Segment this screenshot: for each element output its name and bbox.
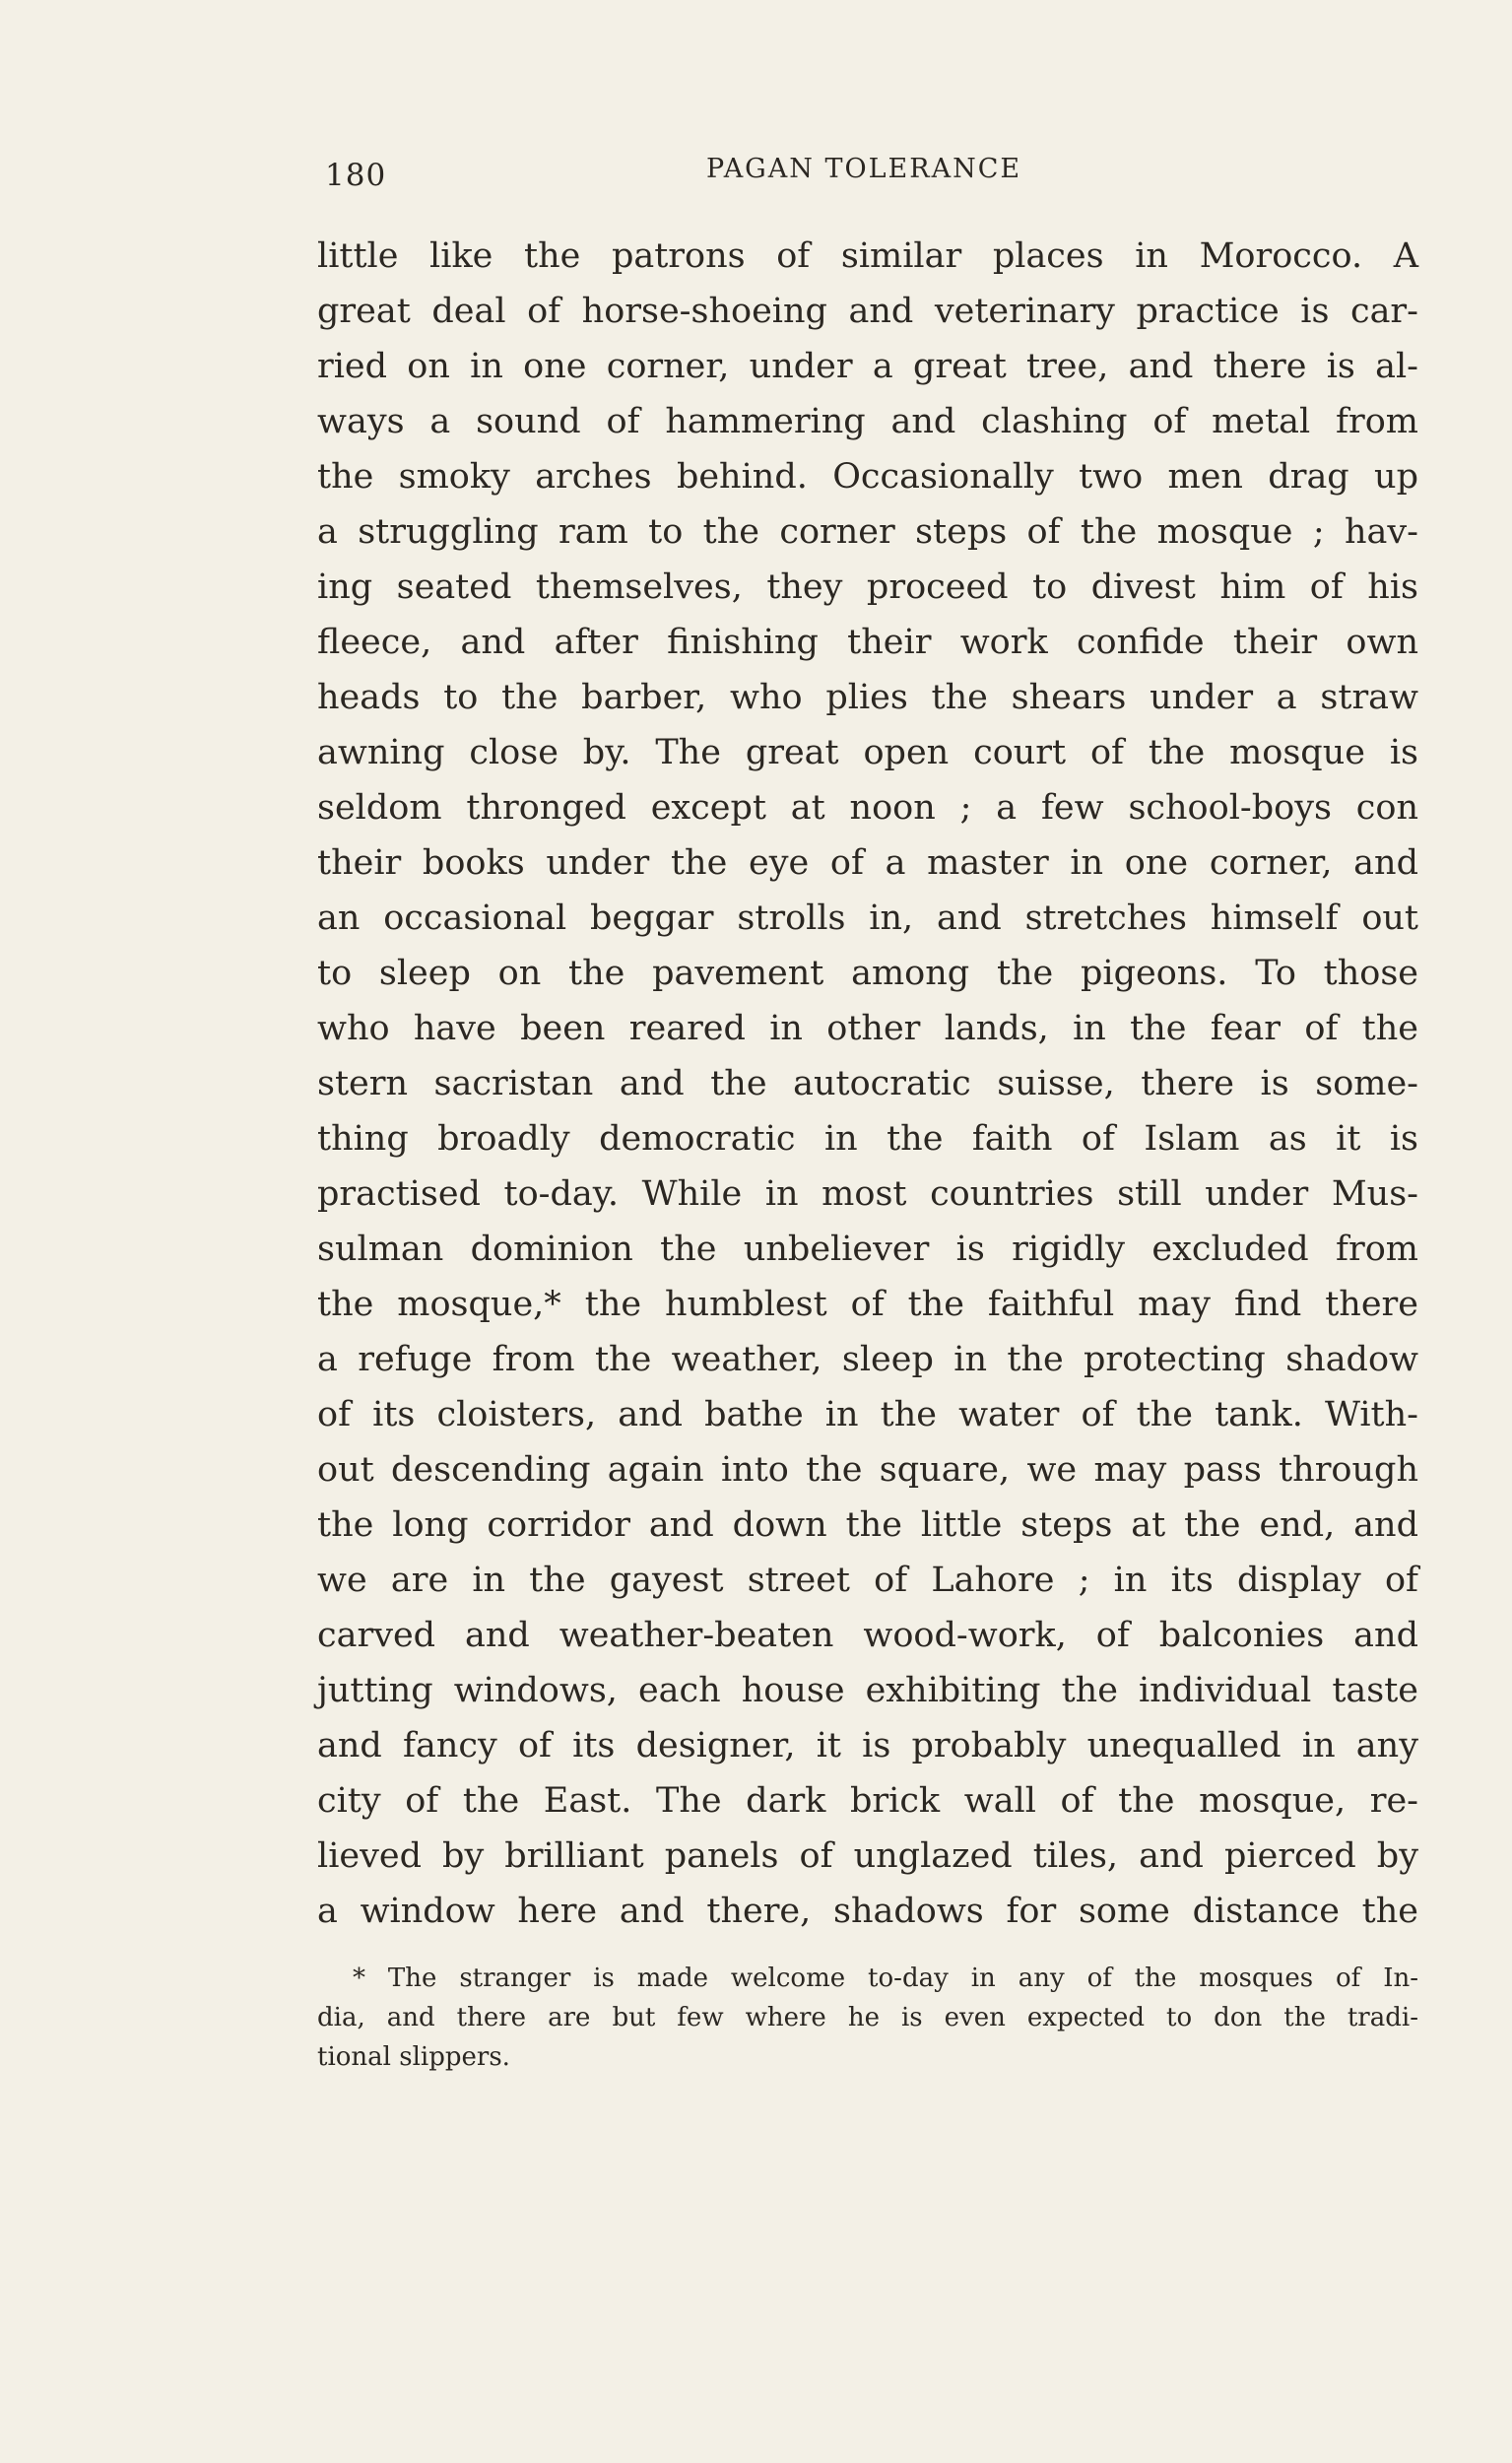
text-line: the long corridor and down the little steps at the end, and — [317, 1505, 1418, 1545]
text-line: awning close by. The great open court of the mosque is — [317, 733, 1418, 772]
text-line: the smoky arches behind. Occasionally two men drag up — [317, 457, 1418, 497]
text-line: heads to the barber, who plies the shears under a straw — [317, 678, 1418, 717]
text-line: city of the East. The dark brick wall of the mosque, re- — [317, 1781, 1418, 1821]
text-line: thing broadly democratic in the faith of Islam as it is — [317, 1119, 1418, 1159]
text-line: little like the patrons of similar places in Morocco. A — [317, 236, 1418, 276]
running-title: PAGAN TOLERANCE — [706, 154, 1022, 184]
text-line: of its cloisters, and bathe in the water of the tank. With- — [317, 1395, 1418, 1434]
text-line: stern sacristan and the autocratic suisse, there is some- — [317, 1064, 1418, 1103]
text-line: great deal of horse-shoeing and veterinary practice is car- — [317, 292, 1418, 331]
text-line: who have been reared in other lands, in the fear of the — [317, 1009, 1418, 1048]
text-line: to sleep on the pavement among the pigeons. To those — [317, 954, 1418, 993]
text-line: ing seated themselves, they proceed to divest him of his — [317, 567, 1418, 607]
text-line: ways a sound of hammering and clashing of metal from — [317, 402, 1418, 441]
footnote — [317, 1959, 1418, 2077]
text-line: an occasional beggar strolls in, and stretches himself out — [317, 899, 1418, 938]
text-line: their books under the eye of a master in one corner, and — [317, 843, 1418, 883]
text-line: a refuge from the weather, sleep in the protecting shadow — [317, 1340, 1418, 1379]
text-line: a window here and there, shadows for some distance the — [317, 1892, 1418, 1931]
text-line: a struggling ram to the corner steps of the mosque ; hav- — [317, 512, 1418, 552]
text-line: we are in the gayest street of Lahore ; in its display of — [317, 1561, 1418, 1600]
text-line: out descending again into the square, we may pass through — [317, 1450, 1418, 1490]
footnote-line: tional slippers. — [317, 2042, 510, 2072]
page-number: 180 — [325, 158, 387, 193]
footnote-line: * The stranger is made welcome to-day in any of the mosques of In- — [353, 1964, 1418, 1993]
text-line: seldom thronged except at noon ; a few school-boys con — [317, 788, 1418, 828]
text-line: the mosque,* the humblest of the faithful may find there — [317, 1285, 1418, 1324]
text-line: carved and weather-beaten wood-work, of balconies and — [317, 1616, 1418, 1655]
text-line: practised to-day. While in most countries still under Mus- — [317, 1174, 1418, 1214]
body-text — [317, 229, 1418, 1939]
running-head — [317, 150, 1418, 199]
text-line: lieved by brilliant panels of unglazed tiles, and pierced by — [317, 1836, 1418, 1876]
text-line: and fancy of its designer, it is probably unequalled in any — [317, 1726, 1418, 1765]
text-line: fleece, and after finishing their work confide their own — [317, 623, 1418, 662]
text-line: ried on in one corner, under a great tree, and there is al- — [317, 347, 1418, 386]
footnote-line: dia, and there are but few where he is even expected to don the tradi- — [317, 2003, 1418, 2032]
text-line: jutting windows, each house exhibiting the individual taste — [317, 1671, 1418, 1710]
text-line: sulman dominion the unbeliever is rigidly excluded from — [317, 1230, 1418, 1269]
